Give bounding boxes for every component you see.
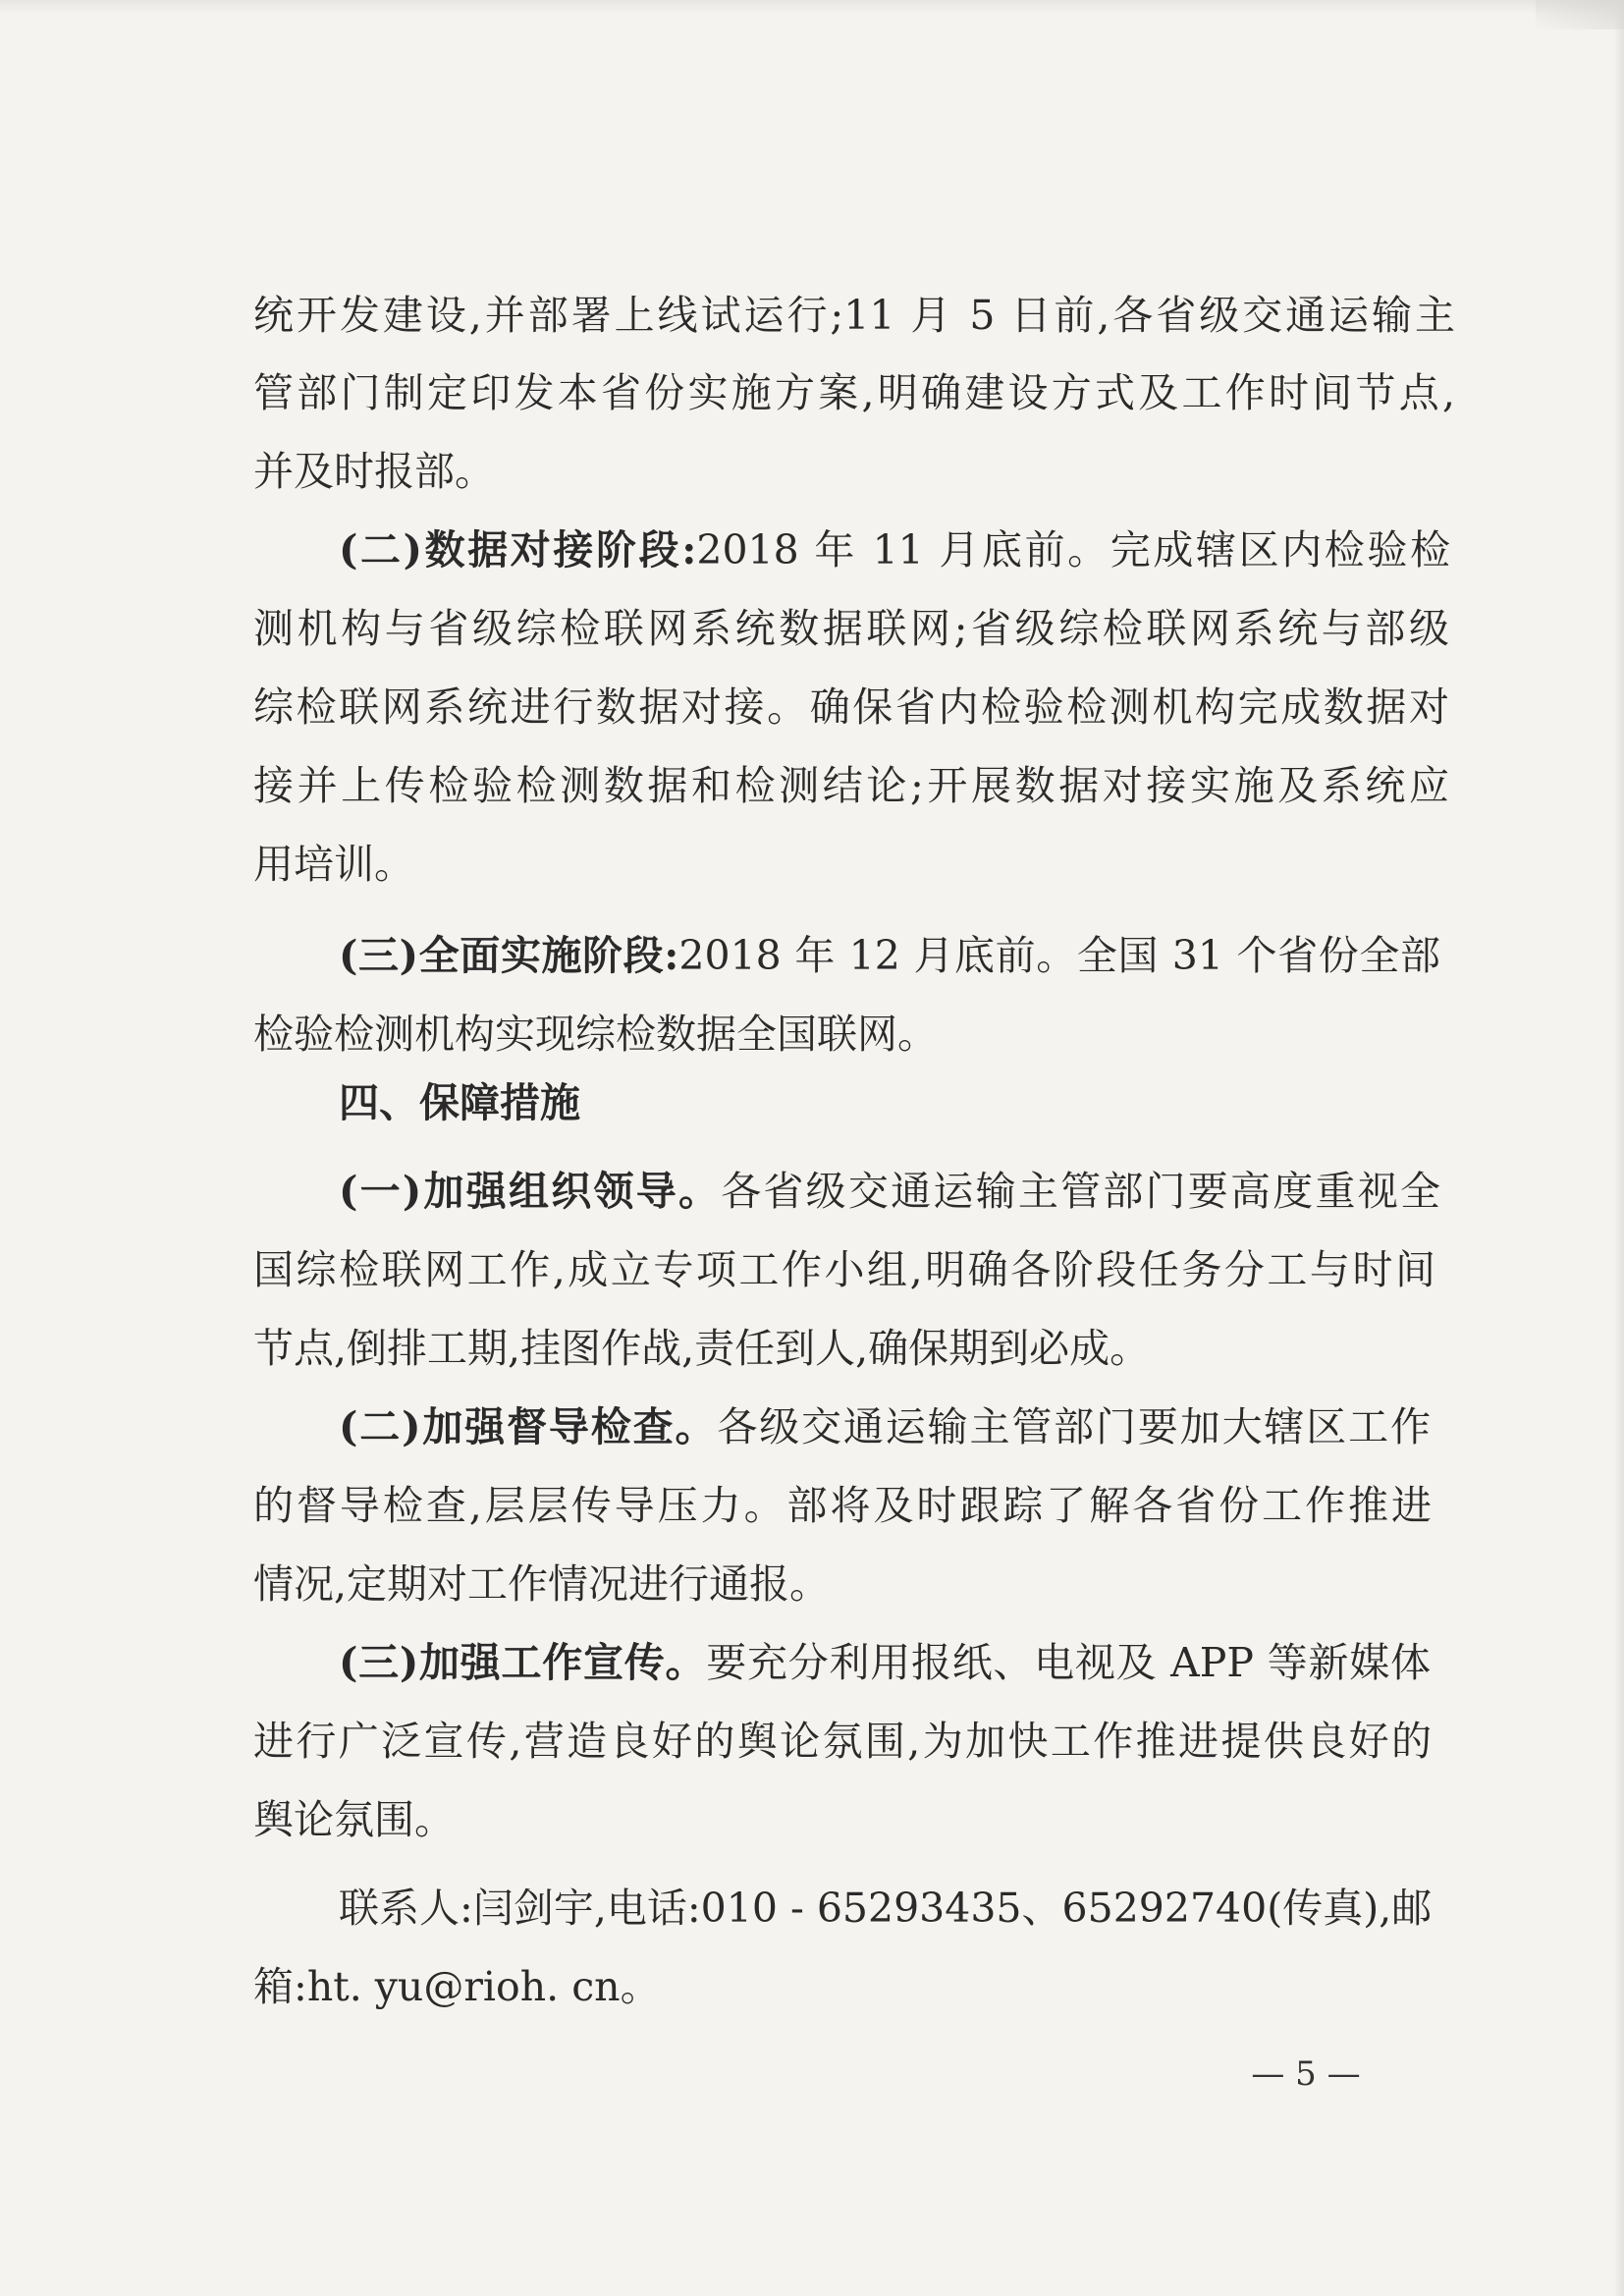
text-line: 统开发建设,并部署上线试运行;11 月 5 日前,各省级交通运输主	[253, 292, 1455, 339]
section-line	[339, 928, 1440, 983]
page-number: — 5 —	[1251, 2054, 1361, 2094]
section-heading: (三)全面实施阶段:	[339, 932, 679, 979]
text-line: 舆论氛围。	[253, 1796, 455, 1843]
scan-edge-top	[0, 0, 1624, 14]
text-line: 接并上传检验检测数据和检测结论;开展数据对接实施及系统应	[253, 762, 1449, 809]
text-line: 进行广泛宣传,营造良好的舆论氛围,为加快工作推进提供良好的	[253, 1718, 1432, 1765]
text-line: 的督导检查,层层传导压力。部将及时跟踪了解各省份工作推进	[253, 1482, 1432, 1529]
text-line: 节点,倒排工期,挂图作战,责任到人,确保期到必成。	[253, 1325, 1151, 1372]
section-text: 2018 年 11 月底前。完成辖区内检验检	[696, 526, 1450, 574]
section-text: 各省级交通运输主管部门要高度重视全	[721, 1168, 1440, 1215]
section-heading: (二)加强督导检查。	[339, 1403, 718, 1450]
section-heading: (二)数据对接阶段:	[339, 526, 697, 574]
section-heading: (一)加强组织领导。	[339, 1168, 722, 1215]
section-heading: (三)加强工作宣传。	[339, 1639, 707, 1686]
contact-line: 联系人:闫剑宇,电话:010 - 65293435、65292740(传真),邮	[339, 1885, 1433, 1932]
text-line: 并及时报部。	[253, 448, 495, 495]
section-line	[339, 1164, 1440, 1219]
text-line: 综检联网系统进行数据对接。确保省内检验检测机构完成数据对	[253, 683, 1449, 731]
section-line	[339, 1399, 1431, 1454]
text-line: 情况,定期对工作情况进行通报。	[253, 1560, 831, 1608]
section-line	[339, 522, 1450, 577]
text-line: 管部门制定印发本省份实施方案,明确建设方式及工作时间节点,	[253, 369, 1455, 416]
section-title: 四、保障措施	[339, 1079, 580, 1126]
scan-corner-shadow	[1536, 0, 1624, 29]
scan-edge-right	[1614, 0, 1624, 2296]
contact-line: 箱:ht. yu@rioh. cn。	[253, 1963, 661, 2010]
text-line: 测机构与省级综检联网系统数据联网;省级综检联网系统与部级	[253, 605, 1449, 652]
text-line: 用培训。	[253, 841, 414, 888]
section-text: 要充分利用报纸、电视及 APP 等新媒体	[706, 1639, 1431, 1686]
text-line: 国综检联网工作,成立专项工作小组,明确各阶段任务分工与时间	[253, 1246, 1435, 1293]
section-line	[339, 1635, 1431, 1690]
text-line: 检验检测机构实现综检数据全国联网。	[253, 1011, 938, 1058]
section-text: 2018 年 12 月底前。全国 31 个省份全部	[678, 932, 1440, 979]
section-text: 各级交通运输主管部门要加大辖区工作	[717, 1403, 1431, 1450]
